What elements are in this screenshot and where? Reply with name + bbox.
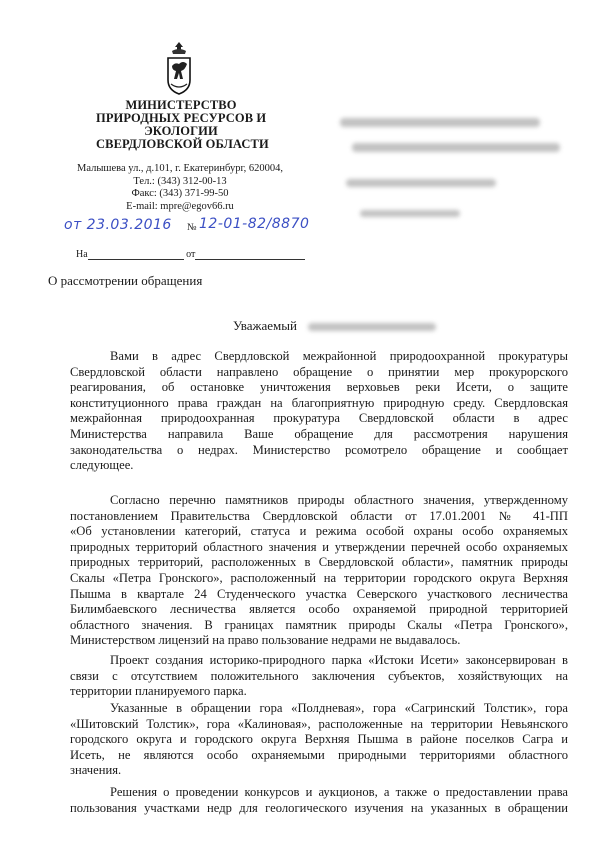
number-sign: № [187,222,197,233]
text-line: Билимбаевского лесничества является особо охраняемой природной территорией [70,602,568,617]
ministry-name [96,98,269,151]
text-line: областного значения. В границах памятник природы Скалы «Петра Гронского», [70,617,568,632]
text-line: Проект создания историко-природного парка «Истоки Исети» законсервирован в [110,653,568,667]
salutation [233,318,297,334]
ministry-line: ПРИРОДНЫХ РЕСУРСОВ И [96,111,267,125]
text-line: «Шитовский Толстик», гора «Калиновая», расположенные на территории Невьянского [70,716,568,731]
text-line: природных территорий, расположенных в Свердловской области», памятник природы [70,555,568,570]
text-line: Свердловской области направлено обращение о принятии мер прокурорского [70,364,568,379]
ministry-line: МИНИСТЕРСТВО [125,98,237,112]
redacted-recipient-line [352,143,560,152]
redacted-recipient-line [340,118,540,127]
text-line: «Об установлении категорий, статуса и режима особой охраны особо охраняемых [70,524,568,539]
text-line: Скалы «Петра Гронского», расположенный на территории городского округа Верхняя [70,570,568,585]
text-line: значения. [70,763,122,778]
paragraph-3 [70,653,568,700]
address-line: Малышева ул., д.101, г. Екатеринбург, 620004, [77,163,283,174]
paragraph-1 [70,349,568,474]
paragraph-5 [70,785,568,816]
text-line: Пышма в квартале 24 Студенческого участка Северского участкового лесничества [70,586,568,601]
ministry-contacts [70,163,290,213]
text-line: Министерством лицензий на право пользование недрами не выдавалось. [70,633,461,648]
redacted-recipient-line [360,210,460,217]
coat-of-arms-icon [164,40,194,98]
paragraph-4 [70,701,568,779]
ministry-line: СВЕРДЛОВСКОЙ ОБЛАСТИ [96,137,269,151]
handwritten-date: от 23.03.2016 [64,217,172,233]
text-line: Согласно перечню памятников природы областного значения, утвержденному [110,493,568,507]
text-line: реагирования, об остановке уничтожения верховьев реки Исети, о защите [70,380,568,395]
text-line: природных территорий областного значения и утверждении перечней особо охраняемых [70,539,568,554]
fax-line: Факс: (343) 371-99-50 [131,188,229,200]
letter-subject: О рассмотрении обращения [48,273,203,288]
reference-line [76,249,305,260]
email-line: E-mail: mpre@egov66.ru [126,200,234,212]
text-line: следующее. [70,458,134,473]
text-line: связи с отсутствием положительного заключения субъектов, хозяйствующих на [70,668,568,683]
ministry-line: ЭКОЛОГИИ [144,124,218,138]
text-line: городского округа и городского округа Верхняя Пышма в районе поселков Сагра и [70,732,568,747]
text-line: Решения о проведении конкурсов и аукционов, а также о предоставлении права [110,785,568,799]
na-label: На [76,249,88,260]
phone-line: Тел.: (343) 312-00-13 [133,175,227,187]
text-line: Вами в адрес Свердловской межрайонной природоохранной прокуратуры [110,349,568,363]
salutation-text: Уважаемый [233,318,297,333]
text-line: постановлением Правительства Свердловской области от 17.01.2001 № 41-ПП [70,508,568,523]
handwritten-number: 12-01-82/8870 [199,216,310,232]
ot-label: от [186,249,196,260]
text-line: территории планируемого парка. [70,684,247,699]
text-line: пользования участками недр для геологического изучения на указанных в обращении [70,800,568,815]
registration-line [64,214,364,238]
text-line: Исеть, не являются особо охраняемыми природными территориями областного [70,747,568,762]
text-line: конституционного права граждан на благоприятную природную среду. Свердловская [70,395,568,410]
redacted-recipient-line [346,179,496,187]
text-line: законодательства о недрах. Министерство рсомотрело обращение и сообщает [70,442,568,457]
text-line: Министерства направила Ваше обращение для рассмотрения нарушения [70,426,568,441]
text-line: Указанные в обращении гора «Полдневая», гора «Сагринский Толстик», гора [110,701,568,715]
redacted-recipient-name [308,323,436,331]
paragraph-2 [70,493,568,649]
text-line: межрайонная природоохранная прокуратура Свердловской области в адрес [70,411,568,426]
